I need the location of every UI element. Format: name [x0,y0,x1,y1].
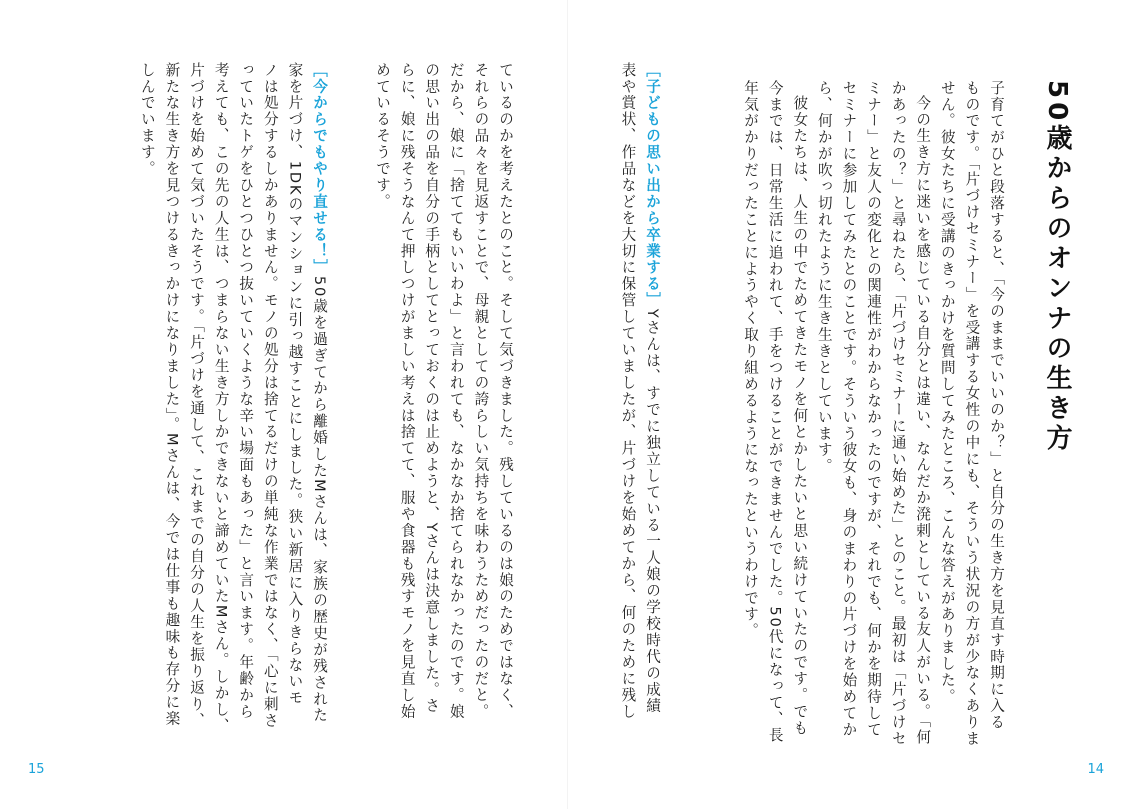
text-line: 家を片づけ、1DKのマンションに引っ越すことにしました。狭い新居に入りきらないモ [286,62,304,707]
text-line: 考えても、この先の人生は、つまらない生き方しかできないと諦めていたMさん。しかし、 [212,62,230,735]
text-line: かあったの？」と尋ねたら、「片づけセミナーに通い始めた」とのこと。最初は「片づけセ [889,80,907,748]
text-line: 子育てがひと段落すると、「今のままでいいのか？」と自分の生き方を見直す時期に入る [988,80,1005,731]
text-line: 新たな生き方を見つけるきっかけになりました」。Mさんは、今では仕事も趣味も存分に楽 [163,62,181,728]
left-page-body [369,62,517,720]
text-line: ノは処分するしかありません。モノの処分は捨てるだけの単純な作業ではなく、「心に刺さ [261,62,279,730]
text-line: だから、娘に「捨ててもいいわよ」と言われても、なかなか捨てられなかったのです。娘 [447,62,465,720]
text-line: 今までは、日常生活に追われて、手をつけることができませんでした。50代になって、長 [766,80,784,744]
text-line: 今の生き方に迷いを感じている自分とは違い、なんだか溌剌としている友人がいる。「何 [914,94,932,746]
page-number: 14 [1087,762,1104,777]
section-heading: ［今からでもやり直せる！］ [311,62,328,276]
text-line: 年気がかりだったことにようやく取り組めるようになったというわけです。 [742,80,760,640]
text-line: セミナーに参加してみたとのことです。そういう彼女も、身のまわりの片づけを始めてか [840,80,858,738]
right-page-section [615,62,664,720]
text-line: ら、何かが吹っ切れたように生き生きとしています。 [815,80,833,475]
text-line: 彼女たちは、人生の中でためてきたモノを何とかしたいと思い続けていたのです。でも [791,94,809,737]
text-line: せん。彼女たちに受講のきっかけを質問してみたところ、こんな答えがありました。 [938,80,956,706]
right-page-body [737,80,1008,747]
text-line: の思い出の品を自分の手柄としてとっておくのは止めようと、Yさんは決意しました。さ [423,62,441,715]
text-line: それらの品々を見返すことで、母親としての誇らしい気持ちを味わうためだったのだと。 [472,62,490,720]
text-line: ものです。「片づけセミナー」を受講する女性の中にも、そういう状況の方が少なくありま [963,80,981,748]
text-line: 片づけを始めて気づいたそうです。「片づけを通して、これまでの自分の人生を振り返り、 [188,62,206,730]
text-line: ミナー」と友人の変化との関連性がわからなかったのですが、それでも、何かを期待して [865,80,883,738]
text-line: しんでいます。 [138,62,156,178]
text-line: っていたトゲをひとつひとつ抜いていくような辛い場面もあった」と言います。年齢から [237,62,255,720]
section-heading: ［子どもの思い出から卒業する］ [644,62,661,309]
section-line [306,62,331,734]
text-line: ているのかを考えたとのこと。そして気づきました。残しているのは娘のためではなく、 [497,62,514,720]
section-line [639,62,664,720]
text-line: らに、娘に残そうなんて押しつけがましい考えは捨てて、服や食器も残すモノを見直し始 [398,62,416,720]
section-heading-rest: 50歳を過ぎてから離婚したMさんは、家族の歴史が残された [311,275,328,724]
chapter-title: 50歳からのオンナの生き方 [1042,80,1072,455]
left-page-section [134,62,331,734]
page-number: 15 [28,762,45,777]
text-line: めているそうです。 [374,62,392,211]
section-heading-rest: Yさんは、すでに独立している一人娘の学校時代の成績 [644,308,661,715]
text-line: 表や賞状、作品などを大切に保管していましたが、片づけを始めてから、何のために残し [619,62,637,720]
right-page [567,0,1134,809]
